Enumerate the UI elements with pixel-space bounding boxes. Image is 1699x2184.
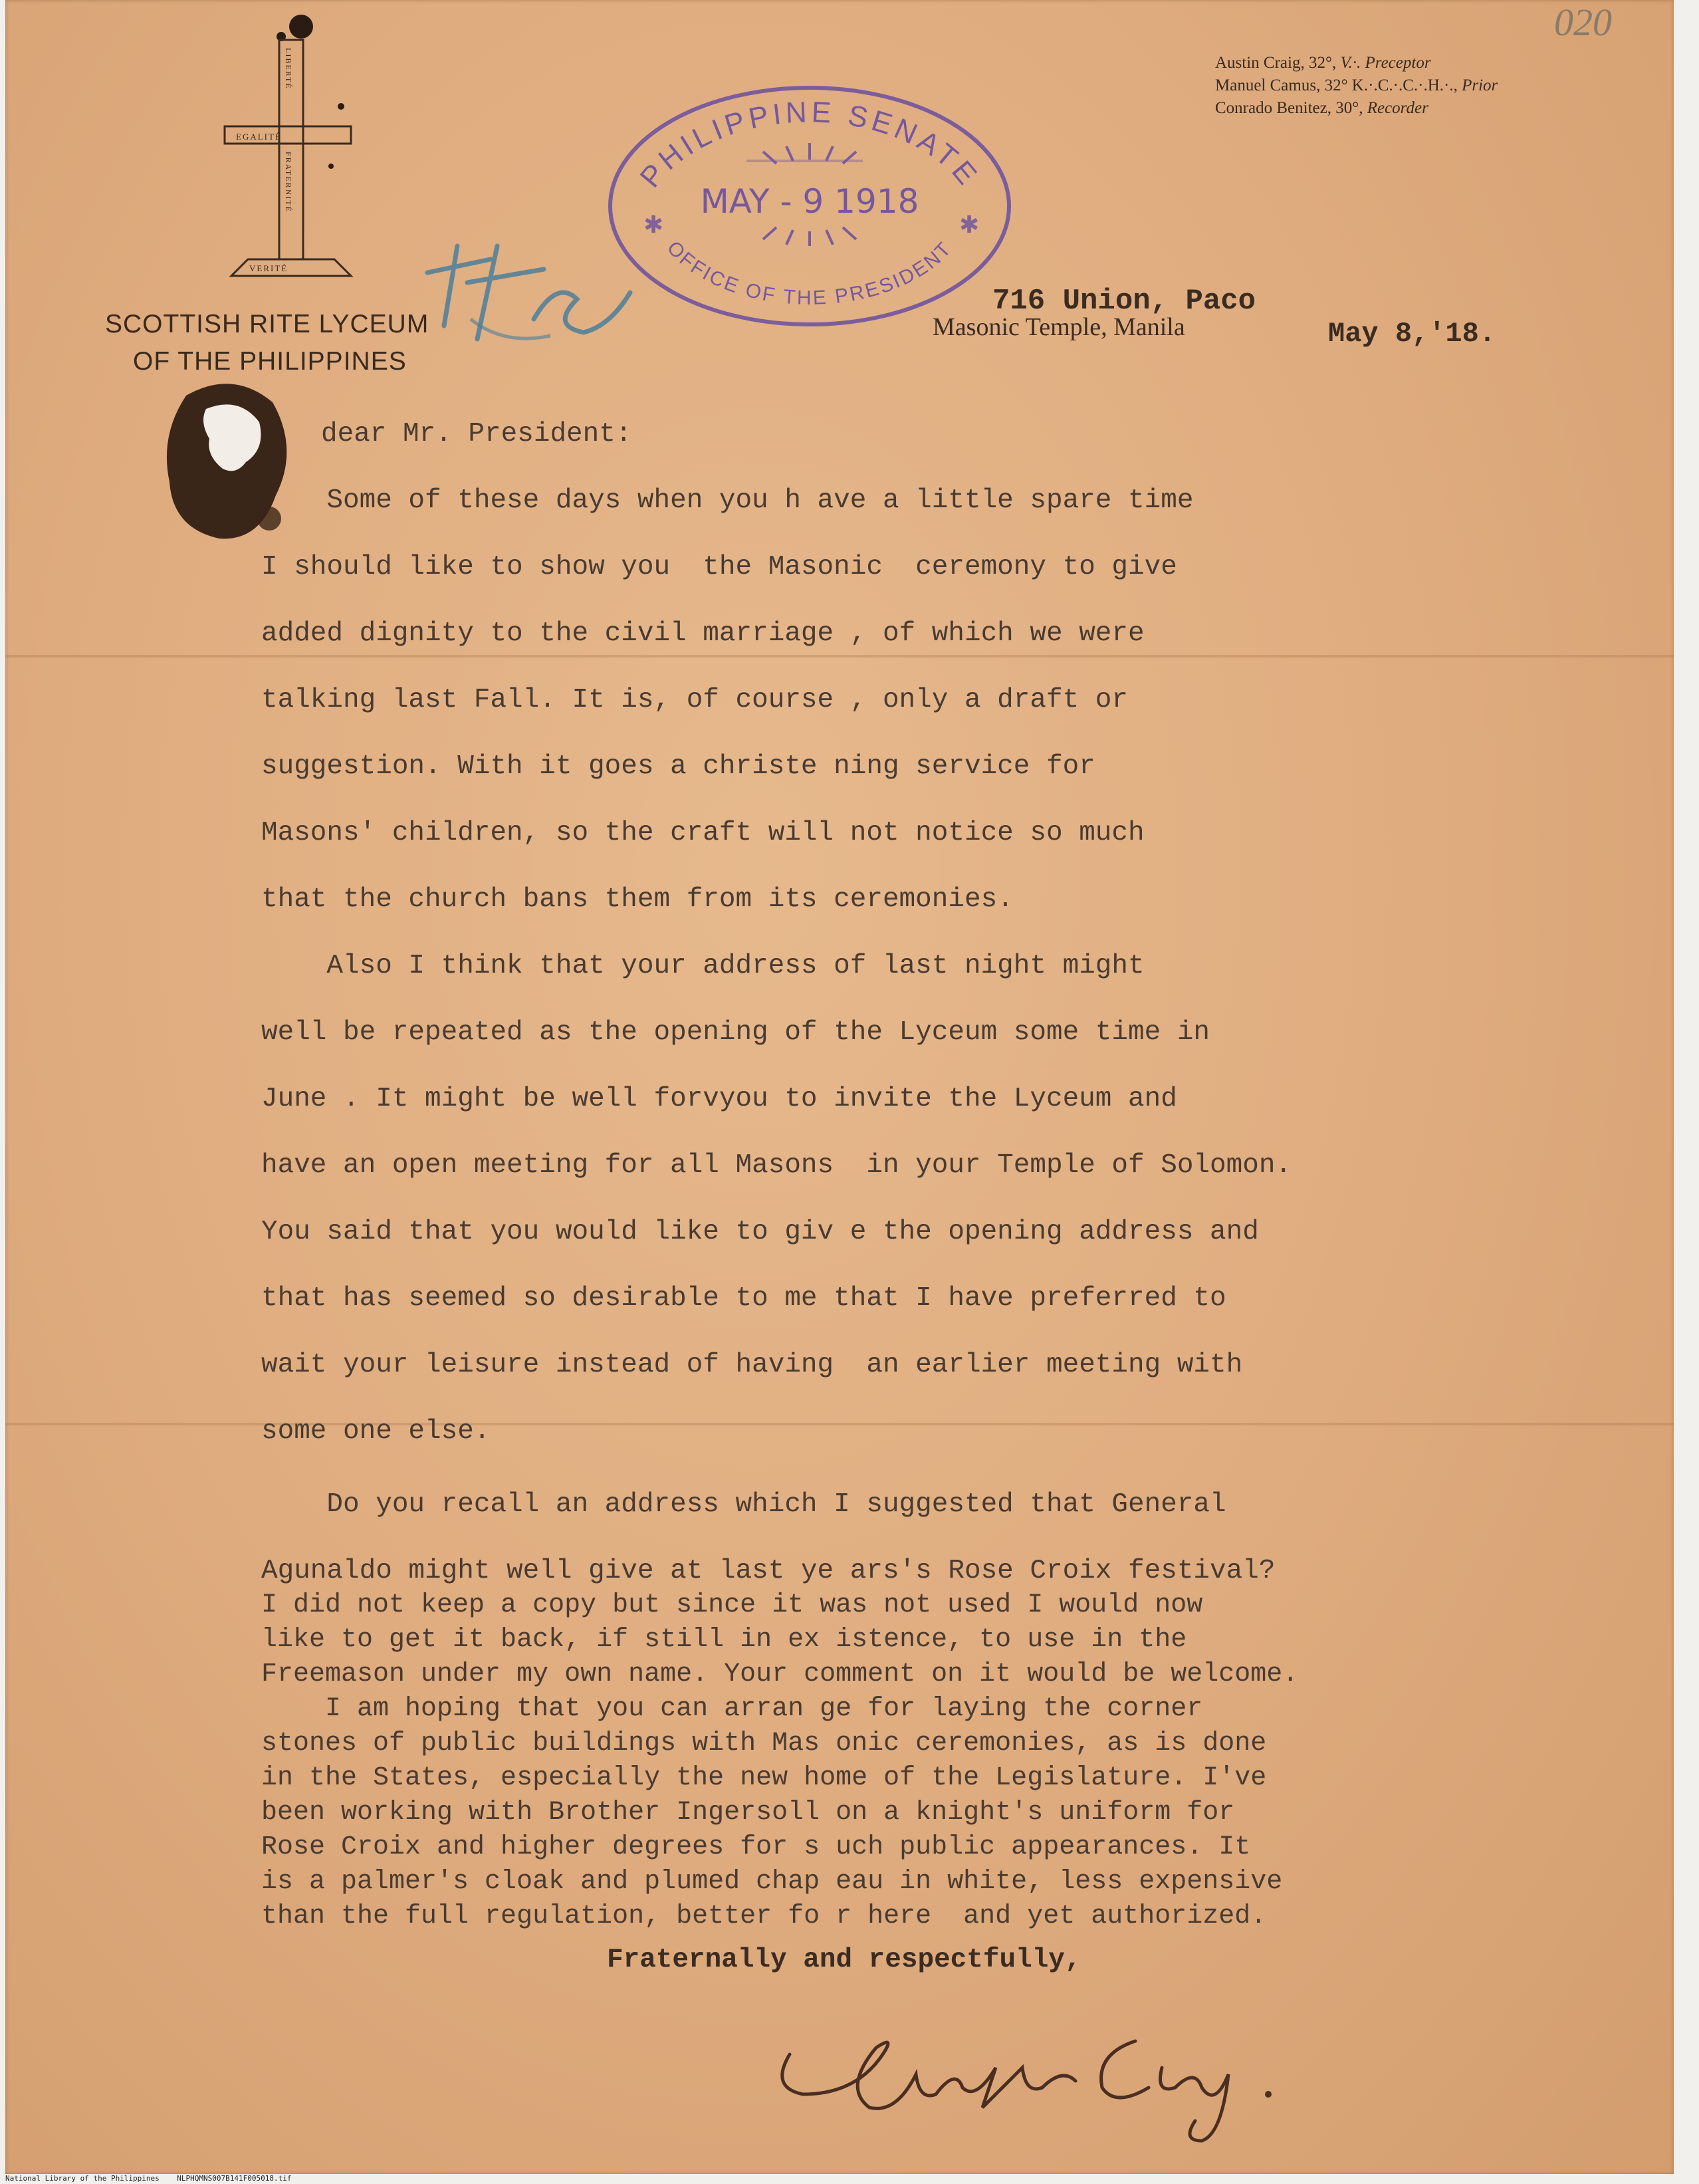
- body-line: I did not keep a copy but since it was not used I would now: [261, 1590, 1203, 1620]
- senate-receipt-stamp: [597, 73, 1022, 332]
- body-line: suggestion. With it goes a christe ning service for: [261, 751, 1095, 782]
- body-line: Some of these days when you h ave a little spare time: [261, 485, 1194, 516]
- address-building: Masonic Temple, Manila: [933, 313, 1185, 341]
- officer-line: [1215, 97, 1498, 120]
- letter-sheet: [5, 0, 1674, 2174]
- ink-blot: [160, 376, 292, 548]
- body-line: Freemason under my own name. Your comment on it would be welcome.: [261, 1659, 1299, 1689]
- body-line: June . It might be well forvyou to invite the Lyceum and: [261, 1084, 1177, 1114]
- body-line: stones of public buildings with Mas onic ceremonies, as is done: [261, 1729, 1267, 1759]
- svg-text:OFFICE OF THE PRESIDENT: [663, 237, 957, 309]
- officer-role: Prior: [1462, 76, 1498, 94]
- officer-name: Austin Craig, 32°,: [1215, 54, 1341, 72]
- officers-list: [1215, 52, 1498, 120]
- officer-name: Conrado Benitez, 30°,: [1215, 99, 1367, 117]
- officer-line: [1215, 52, 1498, 74]
- body-line: You said that you would like to giv e the opening address and: [261, 1217, 1259, 1247]
- fold-line: [5, 655, 1674, 658]
- handwritten-initials: [417, 219, 637, 359]
- officer-role: Recorder: [1367, 99, 1428, 117]
- body-line: Agunaldo might well give at last ye ars's Rose Croix festival?: [261, 1556, 1276, 1586]
- body-line: Do you recall an address which I suggested that General: [261, 1489, 1226, 1520]
- body-line: been working with Brother Ingersoll on a knight's uniform for: [261, 1798, 1235, 1828]
- body-line: is a palmer's cloak and plumed chap eau in white, less expensive: [261, 1867, 1283, 1897]
- body-line: added dignity to the civil marriage , of which we were: [261, 618, 1145, 649]
- officer-line: [1215, 74, 1498, 97]
- body-line: wait your leisure instead of having an earlier meeting with: [261, 1350, 1243, 1380]
- signature: [763, 1995, 1308, 2154]
- body-line: Rose Croix and higher degrees for s uch public appearances. It: [261, 1832, 1251, 1862]
- body-line: some one else.: [261, 1416, 491, 1447]
- svg-text:✱: ✱: [959, 211, 980, 238]
- body-line: I should like to show you the Masonic ceremony to give: [261, 552, 1177, 582]
- svg-text:✱: ✱: [643, 211, 664, 238]
- officer-name: Manuel Camus, 32° K.·.C.·.C.·.H.·.,: [1215, 76, 1462, 94]
- closing: Fraternally and respectfully,: [607, 1945, 1081, 1975]
- body-line: Masons' children, so the craft will not notice so much: [261, 818, 1145, 848]
- stamp-date: MAY - 9 1918: [700, 182, 919, 221]
- body-line: have an open meeting for all Masons in your Temple of Solomon.: [261, 1150, 1292, 1181]
- body-line: I am hoping that you can arran ge for laying the corner: [261, 1694, 1203, 1724]
- organization-line2: OF THE PHILIPPINES: [133, 347, 407, 376]
- address-street: 716 Union, Paco: [992, 285, 1256, 318]
- emblem-word-fraternite: FRATERNITÉ: [284, 152, 293, 213]
- salutation: dear Mr. President:: [321, 419, 632, 449]
- body-line: Also I think that your address of last night might: [261, 951, 1145, 981]
- body-line: than the full regulation, better fo r here and yet authorized.: [261, 1901, 1267, 1931]
- body-line: well be repeated as the opening of the Lyceum some time in: [261, 1017, 1210, 1048]
- archive-footer: National Library of the Philippines NLPHQMNS007B141F005018.tif: [5, 2174, 292, 2183]
- letter-date: May 8,'18.: [1328, 318, 1496, 350]
- body-line: in the States, especially the new home of the Legislature. I've: [261, 1763, 1267, 1793]
- organization-line1: SCOTTISH RITE LYCEUM: [105, 310, 429, 338]
- organization-name: [105, 306, 429, 380]
- stamp-bottom-text: OFFICE OF THE PRESIDENT: [662, 237, 957, 309]
- emblem-word-egalite: EGALITÉ: [236, 132, 282, 142]
- body-line: talking last Fall. It is, of course , only a draft or: [261, 685, 1129, 715]
- body-line: like to get it back, if still in ex istence, to use in the: [261, 1625, 1187, 1655]
- emblem-word-verite: VERITÉ: [249, 263, 288, 273]
- corner-mark: 020: [1554, 1, 1612, 44]
- body-line: that has seemed so desirable to me that I have preferred to: [261, 1283, 1226, 1314]
- officer-role: V.·. Preceptor: [1340, 54, 1431, 72]
- body-line: that the church bans them from its ceremonies.: [261, 884, 1014, 915]
- stamp-top-text: PHILIPPINE SENATE: [633, 96, 986, 194]
- emblem-word-liberte: LIBERTÉ: [284, 48, 293, 90]
- fold-line: [5, 1423, 1674, 1425]
